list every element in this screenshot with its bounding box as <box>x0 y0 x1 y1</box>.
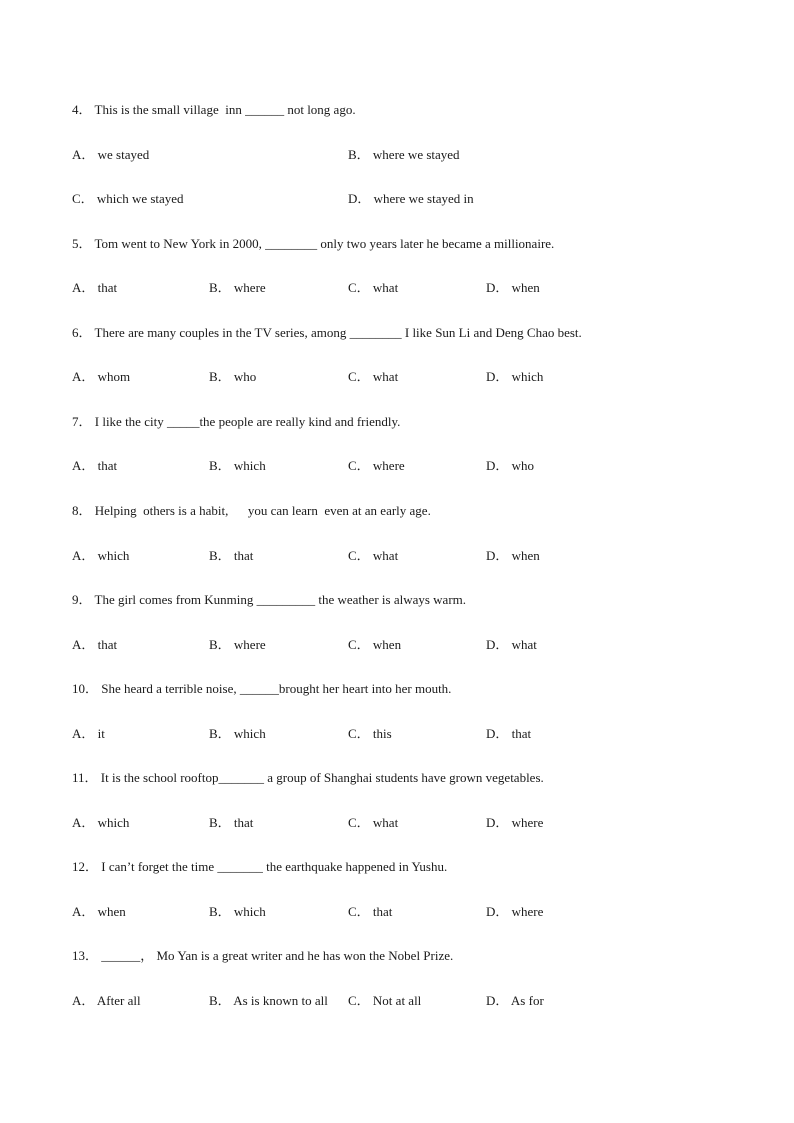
question-13-option-d: D． As for <box>486 993 544 1008</box>
question-10-option-d: D． that <box>486 726 532 741</box>
question-9-option-a: A． that <box>72 637 118 652</box>
question-5-option-a: A． that <box>72 280 118 295</box>
question-12-option-d: D． where <box>486 904 544 919</box>
question-11-option-b: B． that <box>209 815 254 830</box>
question-9-option-d: D． what <box>486 637 537 652</box>
question-6-option-d: D． which <box>486 369 544 384</box>
question-7-option-b: B． which <box>209 458 266 473</box>
question-5-option-d: D． when <box>486 280 540 295</box>
question-8-option-a: A． which <box>72 548 130 563</box>
question-6-option-a: A． whom <box>72 369 131 384</box>
question-7-option-d: D． who <box>486 458 535 473</box>
question-6-stem: 6． There are many couples in the TV series, among ________ I like Sun Li and Deng Chao best. <box>72 325 582 340</box>
question-13-option-a: A． After all <box>72 993 141 1008</box>
question-7-option-a: A． that <box>72 458 118 473</box>
question-4-option-b: B． where we stayed <box>348 147 460 162</box>
question-11-option-a: A． which <box>72 815 130 830</box>
question-9-option-c: C． when <box>348 637 402 652</box>
question-12-option-b: B． which <box>209 904 266 919</box>
question-11-stem: 11． It is the school rooftop_______ a group of Shanghai students have grown vegetables. <box>72 770 544 785</box>
question-4-option-d: D． where we stayed in <box>348 191 474 206</box>
question-13-option-b: B． As is known to all <box>209 993 328 1008</box>
question-11-option-d: D． where <box>486 815 544 830</box>
question-9-stem: 9． The girl comes from Kunming _________ the weather is always warm. <box>72 592 467 607</box>
question-4-option-c: C． which we stayed <box>72 191 184 206</box>
question-12-option-a: A． when <box>72 904 126 919</box>
question-4-option-a: A． we stayed <box>72 147 150 162</box>
question-10-option-a: A． it <box>72 726 105 741</box>
question-10-option-b: B． which <box>209 726 266 741</box>
question-12-option-c: C． that <box>348 904 393 919</box>
question-8-option-b: B． that <box>209 548 254 563</box>
question-7-option-c: C． where <box>348 458 405 473</box>
question-8-option-c: C． what <box>348 548 399 563</box>
question-13-stem: 13． ______， Mo Yan is a great writer and he has won the Nobel Prize. <box>72 948 454 963</box>
question-9-option-b: B． where <box>209 637 266 652</box>
question-12-stem: 12． I can’t forget the time _______ the earthquake happened in Yushu. <box>72 859 448 874</box>
question-13-option-c: C． Not at all <box>348 993 422 1008</box>
question-5-stem: 5． Tom went to New York in 2000, ________ only two years later he became a millionaire. <box>72 236 555 251</box>
question-6-option-b: B． who <box>209 369 257 384</box>
question-10-option-c: C． this <box>348 726 392 741</box>
question-11-option-c: C． what <box>348 815 399 830</box>
question-7-stem: 7． I like the city _____the people are really kind and friendly. <box>72 414 401 429</box>
question-8-option-d: D． when <box>486 548 540 563</box>
question-8-stem: 8． Helping others is a habit, you can learn even at an early age. <box>72 503 431 518</box>
question-5-option-b: B． where <box>209 280 266 295</box>
question-10-stem: 10． She heard a terrible noise, ______brought her heart into her mouth. <box>72 681 452 696</box>
question-4-stem: 4． This is the small village inn ______ not long ago. <box>72 102 356 117</box>
question-5-option-c: C． what <box>348 280 399 295</box>
question-6-option-c: C． what <box>348 369 399 384</box>
